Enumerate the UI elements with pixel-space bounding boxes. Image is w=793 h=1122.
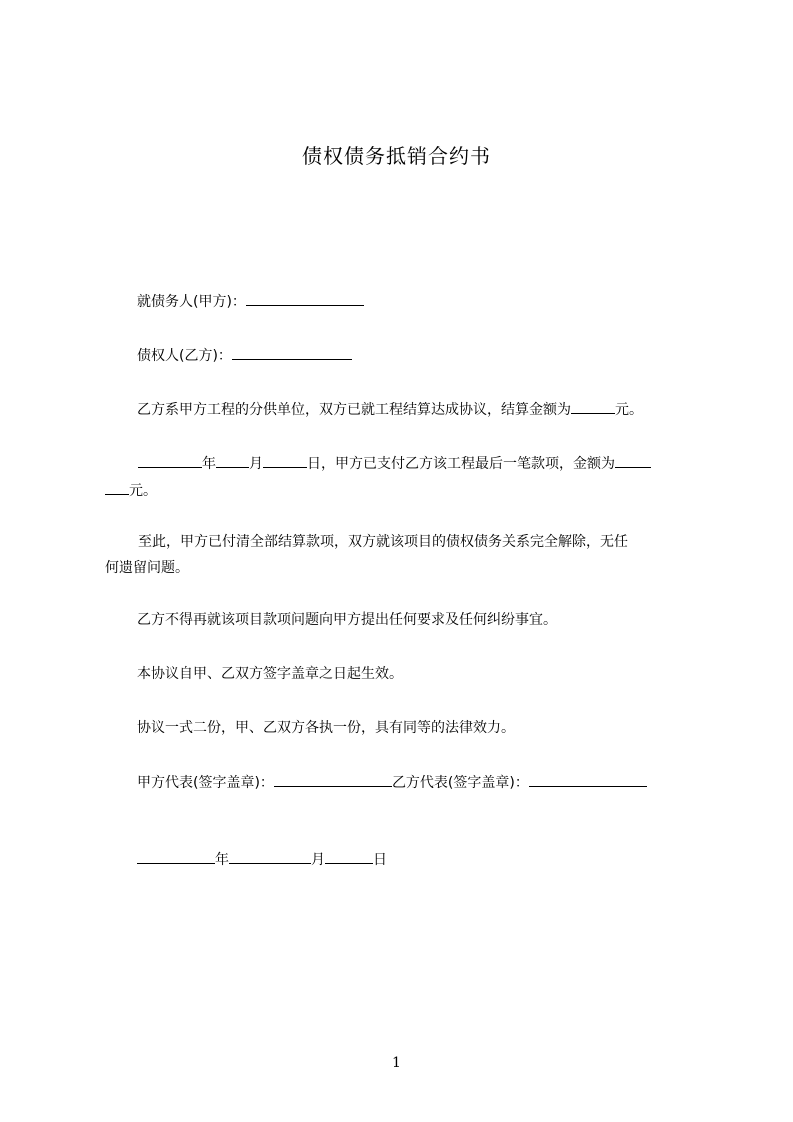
settlement-text: 乙方系甲方工程的分供单位，双方已就工程结算达成协议，结算金额为 (137, 402, 571, 418)
payment-amount-blank (615, 453, 651, 468)
release-line-2: 何遗留问题。 (105, 560, 189, 576)
payment-line-continued (105, 480, 157, 501)
page-number: 1 (392, 1055, 401, 1071)
creditor-line (137, 345, 352, 366)
sign-day-label: 日 (373, 852, 387, 868)
payment-amount-blank-continued (105, 480, 129, 495)
party-a-sign-blank (274, 772, 392, 787)
sign-year-label: 年 (215, 852, 229, 868)
copies-clause: 协议一式二份，甲、乙双方各执一份，具有同等的法律效力。 (137, 720, 515, 736)
debtor-blank (246, 291, 364, 306)
payment-year-blank (138, 453, 202, 468)
payment-line (138, 453, 651, 474)
settlement-line (137, 399, 643, 420)
document-title: 债权债务抵销合约书 (302, 144, 491, 168)
payment-unit: 元。 (129, 483, 157, 499)
debtor-line (137, 291, 364, 312)
signature-line (137, 772, 647, 793)
party-a-sign-label: 甲方代表(签字盖章)： (137, 775, 274, 791)
release-line-1: 至此，甲方已付清全部结算款项，双方就该项目的债权债务关系完全解除，无任 (138, 534, 628, 550)
party-b-sign-label: 乙方代表(签字盖章)： (391, 775, 529, 791)
effective-clause: 本协议自甲、乙双方签字盖章之日起生效。 (137, 666, 403, 682)
sign-month-blank (229, 849, 311, 864)
payment-month-blank (216, 453, 249, 468)
sign-year-blank (137, 849, 215, 864)
party-b-sign-blank (529, 772, 647, 787)
debtor-label: 就债务人(甲方)： (137, 294, 246, 310)
payment-day-blank (263, 453, 307, 468)
creditor-blank (232, 345, 352, 360)
payment-month-label: 月 (249, 456, 263, 472)
sign-day-blank (325, 849, 373, 864)
sign-date-line (137, 849, 387, 870)
payment-year-label: 年 (202, 456, 216, 472)
no-claim-clause: 乙方不得再就该项目款项问题向甲方提出任何要求及任何纠纷事宜。 (137, 612, 557, 628)
payment-text: 日，甲方已支付乙方该工程最后一笔款项，金额为 (307, 456, 615, 472)
settlement-amount-blank (571, 399, 615, 414)
creditor-label: 债权人(乙方)： (137, 348, 232, 364)
sign-month-label: 月 (311, 852, 325, 868)
settlement-unit: 元。 (615, 402, 643, 418)
